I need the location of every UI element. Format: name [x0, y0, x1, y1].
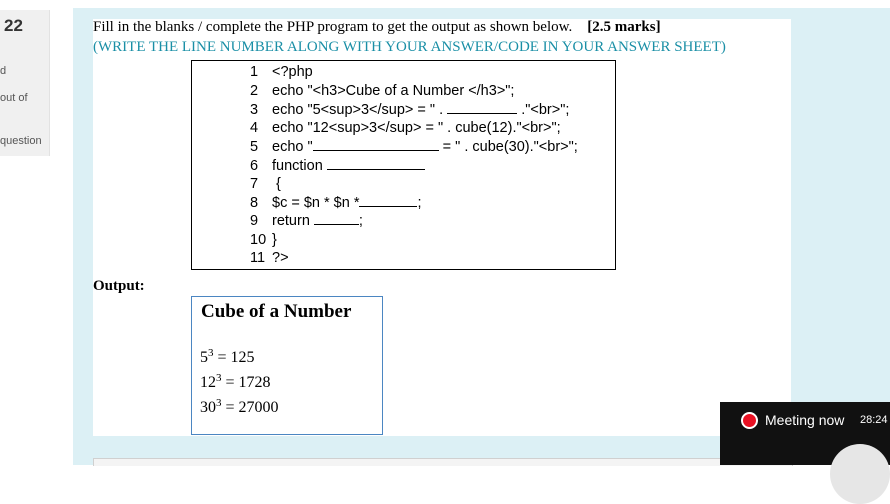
- code-line: 2 echo "<h3>Cube of a Number </h3>";: [250, 83, 515, 99]
- output-label: Output:: [93, 278, 145, 294]
- code-blank: [314, 212, 359, 225]
- code-blank: [359, 194, 417, 207]
- code-listing: [191, 60, 616, 270]
- code-line: 11 ?>: [250, 250, 289, 266]
- question-instruction: [93, 19, 661, 36]
- code-line: 4 echo "12<sup>3</sup> = " . cube(12)."<br>";: [250, 120, 561, 136]
- question-number: 22: [4, 16, 23, 35]
- code-blank: [447, 101, 517, 114]
- meeting-timer: 28:24: [860, 414, 888, 426]
- record-icon: [741, 412, 758, 429]
- code-line: 3 echo "5<sup>3</sup> = " . ."<br>";: [250, 102, 570, 118]
- code-line: 6 function: [250, 157, 425, 175]
- meeting-indicator[interactable]: [720, 402, 890, 465]
- code-line: 7 {: [250, 176, 281, 192]
- question-status-text: d: [0, 65, 7, 77]
- flag-question-link[interactable]: question: [0, 135, 42, 147]
- output-title: Cube of a Number: [201, 301, 352, 322]
- question-text: [93, 19, 791, 436]
- output-line: $5^3 = 125$: [200, 347, 255, 366]
- output-box: [191, 296, 383, 435]
- code-blank: [313, 138, 439, 151]
- question-marks-text: out of: [0, 92, 28, 104]
- code-blank: [327, 157, 425, 170]
- marks-label: [2.5 marks]: [587, 19, 661, 35]
- meeting-label: Meeting now: [765, 412, 845, 428]
- output-line: $12^3 = 1728$: [200, 372, 271, 391]
- code-line: 9 return ;: [250, 213, 363, 229]
- output-line: $30^3 = 27000$: [200, 397, 279, 416]
- instruction-text: Fill in the blanks / complete the PHP program to get the output as shown below.: [93, 19, 573, 35]
- answer-note: (WRITE THE LINE NUMBER ALONG WITH YOUR ANSWER/CODE IN YOUR ANSWER SHEET): [93, 39, 726, 55]
- code-line: 1 <?php: [250, 64, 313, 80]
- avatar[interactable]: [830, 444, 890, 504]
- code-line: 5 echo " = " . cube(30)."<br>";: [250, 139, 578, 155]
- question-info: [0, 10, 50, 156]
- code-line: 8 $c = $n * $n * ;: [250, 195, 422, 211]
- code-line: 10 }: [250, 232, 277, 248]
